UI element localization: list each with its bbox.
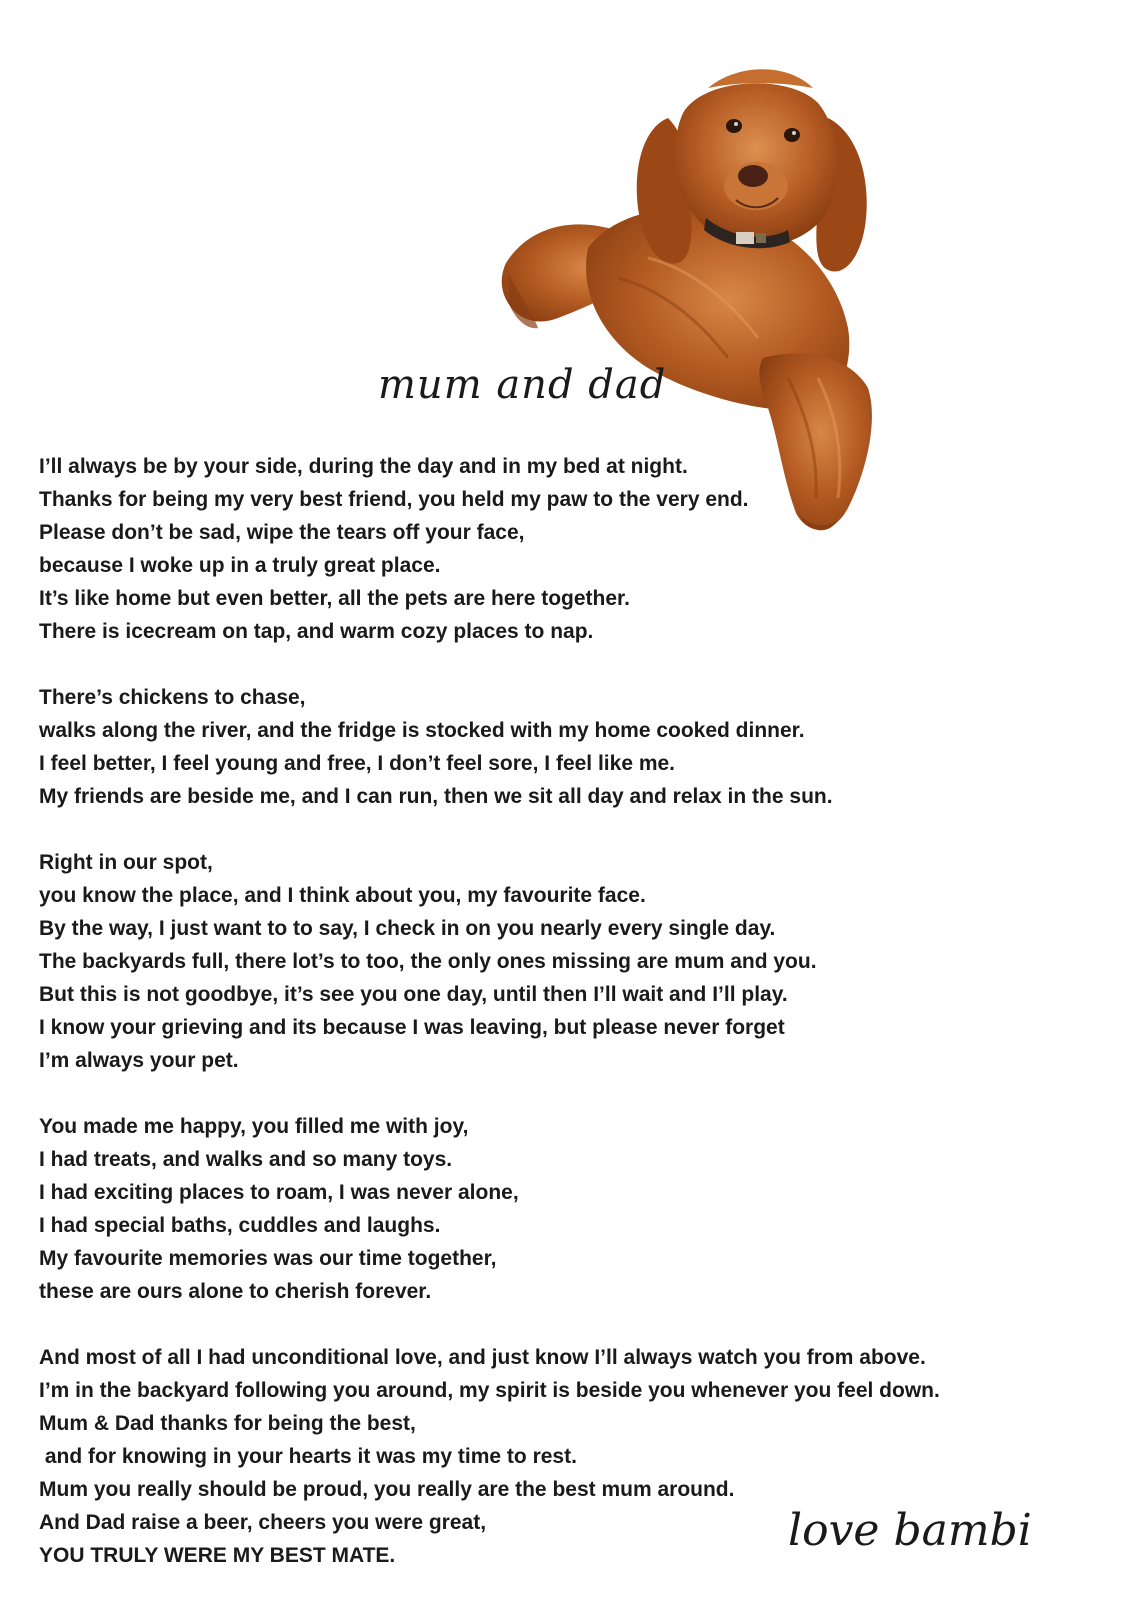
poem-line: I had treats, and walks and so many toys. <box>39 1148 453 1171</box>
poem-line: By the way, I just want to to say, I check in on you nearly every single day. <box>39 917 776 940</box>
poem-line: I know your grieving and its because I was leaving, but please never forget <box>39 1016 785 1039</box>
signature-love-bambi: love bambi <box>788 1505 1032 1556</box>
poem-line: My favourite memories was our time together, <box>39 1247 497 1270</box>
poem-line: My friends are beside me, and I can run, then we sit all day and relax in the sun. <box>39 785 833 808</box>
poem-line: Right in our spot, <box>39 851 213 874</box>
poem-line: because I woke up in a truly great place. <box>39 554 441 577</box>
poem-line: The backyards full, there lot’s to too, the only ones missing are mum and you. <box>39 950 817 973</box>
poem-body <box>39 450 1099 1605</box>
poem-line: I’ll always be by your side, during the day and in my bed at night. <box>39 455 688 478</box>
poem-line: But this is not goodbye, it’s see you one day, until then I’ll wait and I’ll play. <box>39 983 788 1006</box>
poem-line: these are ours alone to cherish forever. <box>39 1280 432 1303</box>
stanza-1 <box>39 450 1099 648</box>
heading-mum-and-dad: mum and dad <box>378 362 667 408</box>
poem-line: And Dad raise a beer, cheers you were great, <box>39 1511 487 1534</box>
poem-line: You made me happy, you filled me with joy, <box>39 1115 469 1138</box>
poem-line: Mum & Dad thanks for being the best, <box>39 1412 416 1435</box>
poem-line: I’m always your pet. <box>39 1049 239 1072</box>
poem-line: There is icecream on tap, and warm cozy places to nap. <box>39 620 594 643</box>
poem-line: and for knowing in your hearts it was my time to rest. <box>39 1445 577 1468</box>
poem-line: I had exciting places to roam, I was never alone, <box>39 1181 519 1204</box>
poem-line: It’s like home but even better, all the pets are here together. <box>39 587 630 610</box>
poem-line: There’s chickens to chase, <box>39 686 306 709</box>
poem-line: And most of all I had unconditional love, and just know I’ll always watch you from above. <box>39 1346 926 1369</box>
poem-line: walks along the river, and the fridge is stocked with my home cooked dinner. <box>39 719 805 742</box>
poem-line: Mum you really should be proud, you really are the best mum around. <box>39 1478 735 1501</box>
poem-line: YOU TRULY WERE MY BEST MATE. <box>39 1544 396 1567</box>
poem-line: Please don’t be sad, wipe the tears off your face, <box>39 521 525 544</box>
stanza-3 <box>39 846 1099 1077</box>
poem-line: you know the place, and I think about you, my favourite face. <box>39 884 646 907</box>
poem-line: I had special baths, cuddles and laughs. <box>39 1214 441 1237</box>
stanza-4 <box>39 1110 1099 1308</box>
poem-line: Thanks for being my very best friend, you held my paw to the very end. <box>39 488 749 511</box>
stanza-2 <box>39 681 1099 813</box>
poem-line: I feel better, I feel young and free, I don’t feel sore, I feel like me. <box>39 752 676 775</box>
poem-line: I’m in the backyard following you around, my spirit is beside you whenever you feel down. <box>39 1379 940 1402</box>
